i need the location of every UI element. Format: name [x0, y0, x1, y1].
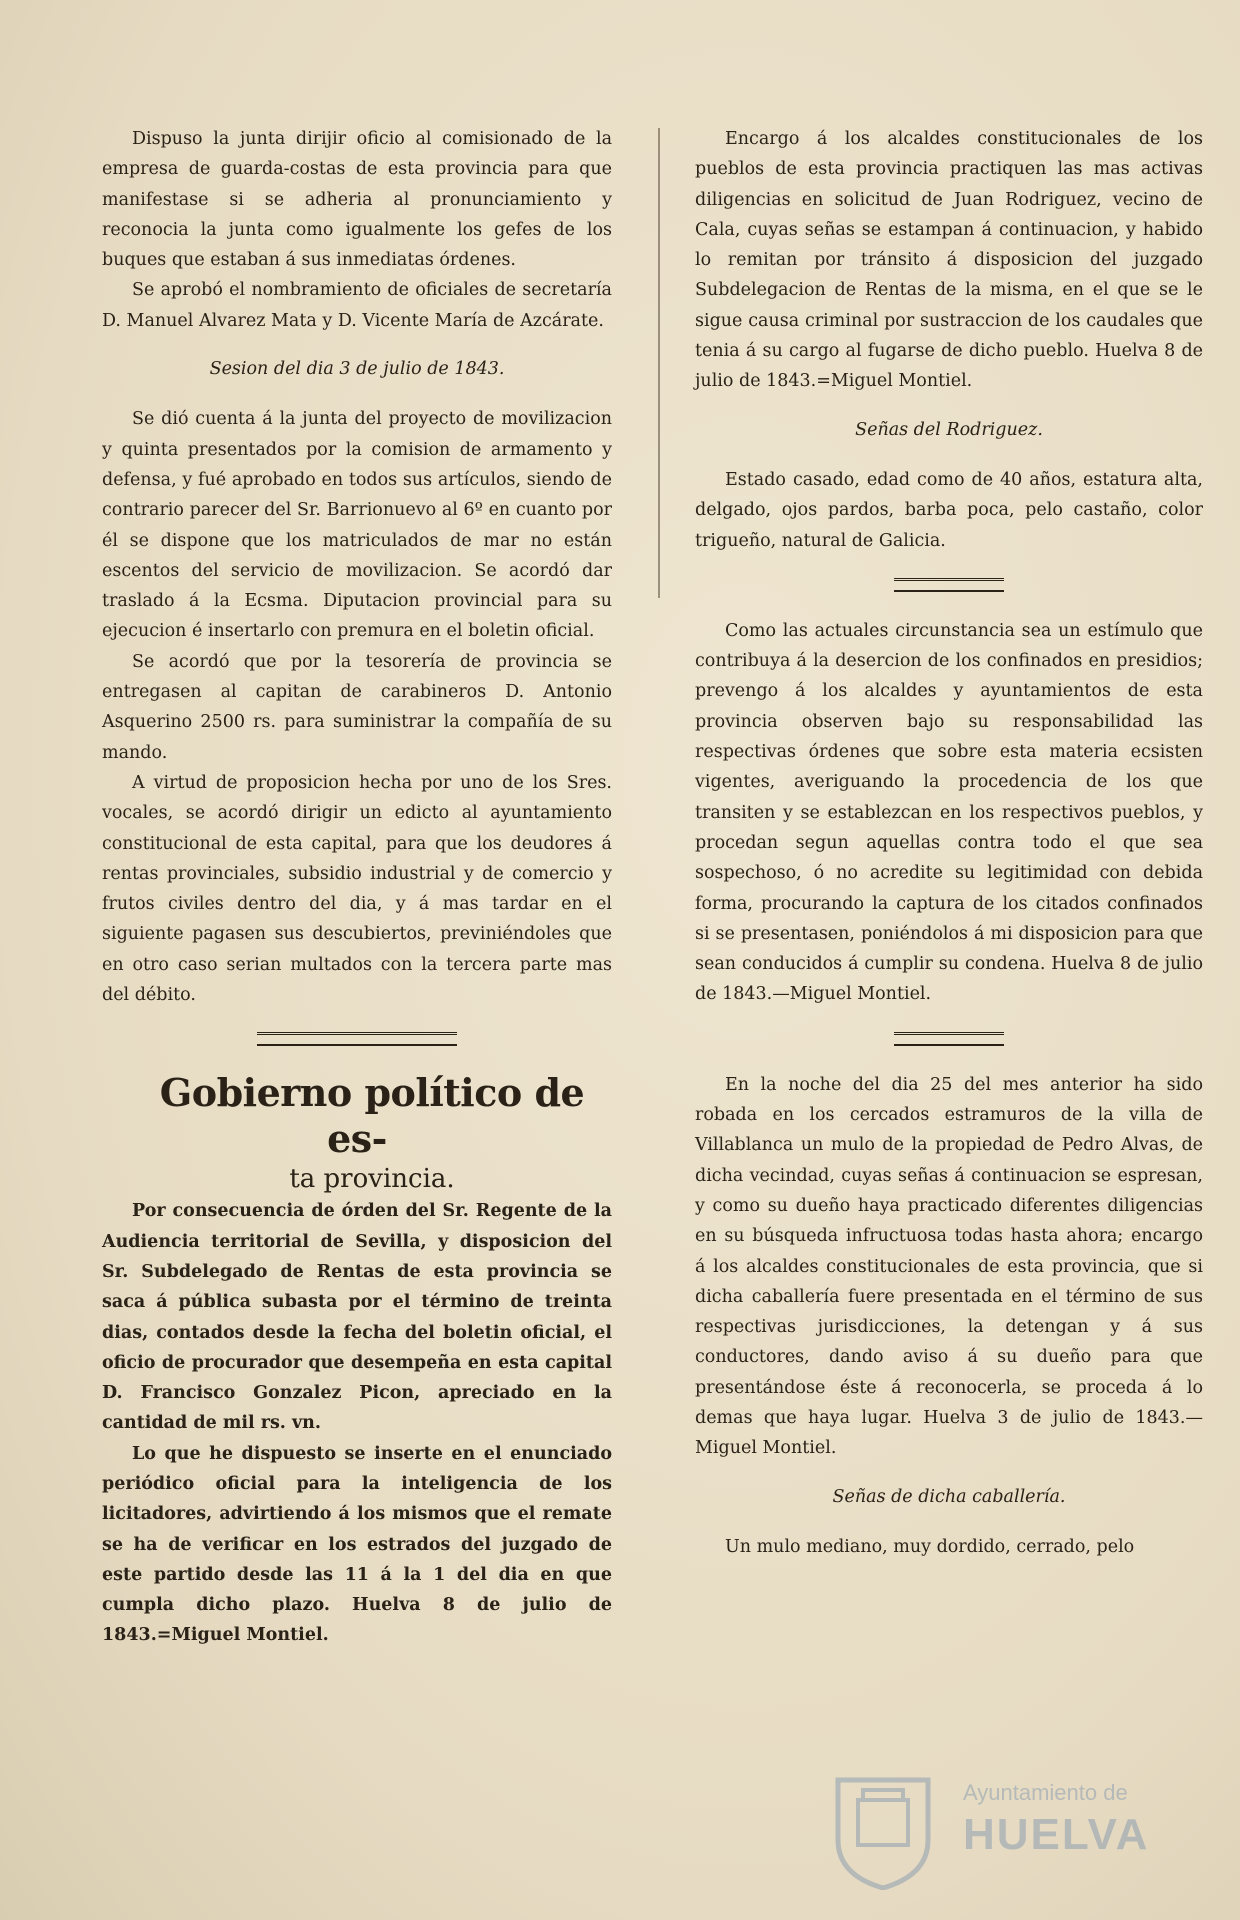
subheading: Señas del Rodriguez.: [855, 419, 1043, 440]
paragraph: Dispuso la junta dirijir oficio al comisionado de la empresa de guarda-costas de esta provincia para que manifestase si se adheria al pronunciamiento y reconocia la junta como igualmente los gefes de los buques que estaban á sus inmediatas órdenes.: [102, 129, 612, 271]
watermark-line2: HUELVA: [963, 1810, 1150, 1859]
paragraph: En la noche del dia 25 del mes anterior ha sido robada en los cercados estramuros de la villa de Villablanca un mulo de la propiedad de Pedro Alvas, de dicha vecindad, cuyas señas á continuacion se espresan, y como su dueño haya practicado diferentes diligencias en su búsqueda infructuosa todas hasta ahora; encargo á los alcaldes constitucionales de esta provincia, que si dicha caballería fuere presentada en el término de sus respectivas jurisdicciones, la detengan y á sus conductores, dando aviso á su dueño para que presentándose éste á reconocerla, se proceda á lo demas que haya lugar. Huelva 3 de julio de 1843.—Miguel Montiel.: [695, 1074, 1203, 1459]
archive-watermark: [828, 1770, 1158, 1890]
section-separator: [894, 578, 1004, 592]
section-headline: Gobierno político de es-: [159, 1070, 585, 1162]
paragraph: Se dió cuenta á la junta del proyecto de movilizacion y quinta presentados por la comision de armamento y defensa, y fué aprobado en todos sus artículos, siendo de contrario parecer del Sr. Barrionuevo al 6º en cuanto por él se dispone que los matriculados de mar no están escentos del servicio de movilizacion. Se acordó dar traslado á la Ecsma. Diputacion provincial para su ejecucion é insertarlo con premura en el boletin oficial.: [102, 409, 612, 642]
paragraph: Lo que he dispuesto se inserte en el enunciado periódico oficial para la inteligencia de los licitadores, advirtiendo á los mismos que el remate se ha de verificar en los estrados del juzgado de este partido desde las 11 á la 1 del dia en que cumpla dicho plazo. Huelva 8 de julio de 1843.=Miguel Montiel.: [102, 1443, 612, 1646]
paragraph: Se acordó que por la tesorería de provincia se entregasen al capitan de carabineros D. Antonio Asquerino 2500 rs. para suministrar la compañía de su mando.: [102, 651, 612, 763]
paragraph: Por consecuencia de órden del Sr. Regente de la Audiencia territorial de Sevilla, y disposicion del Sr. Subdelegado de Rentas de esta provincia se saca á pública subasta por el término de treinta dias, contados desde la fecha del boletin oficial, el oficio de procurador que desempeña en esta capital D. Francisco Gonzalez Picon, apreciado en la cantidad de mil rs. vn.: [102, 1201, 612, 1434]
paragraph: Estado casado, edad como de 40 años, estatura alta, delgado, ojos pardos, barba poca, pelo castaño, color trigueño, natural de Galicia.: [695, 469, 1203, 551]
paragraph: Como las actuales circunstancia sea un estímulo que contribuya á la desercion de los confinados en presidios; prevengo á los alcaldes y ayuntamientos de esta provincia observen bajo su responsabilidad las respectivas órdenes que sobre esta materia ecsisten vigentes, averiguando la procedencia de los que transiten y se establezcan en los respectivos pueblos, y procedan segun aquellas contra todo el que sea sospechoso, ó no acredite su legitimidad con debida forma, procurando la captura de los citados confinados si se presentasen, poniéndolos á mi disposicion para que sean conducidos á cumplir su condena. Huelva 8 de julio de 1843.—Miguel Montiel.: [695, 620, 1203, 1005]
paragraph: Encargo á los alcaldes constitucionales de los pueblos de esta provincia practiquen las mas activas diligencias en solicitud de Juan Rodriguez, vecino de Cala, cuyas señas se estampan á continuacion, y habido lo remitan por tránsito á disposicion del juzgado Subdelegacion de Rentas de la misma, en el que se le sigue causa criminal por sustraccion de los caudales que tenia á su cargo al fugarse de dicho pueblo. Huelva 8 de julio de 1843.=Miguel Montiel.: [695, 129, 1203, 392]
column-divider: [658, 128, 660, 598]
session-heading: Sesion del dia 3 de julio de 1843.: [209, 359, 505, 380]
paragraph: Un mulo mediano, muy dordido, cerrado, pelo: [725, 1536, 1135, 1557]
watermark-line1: Ayuntamiento de: [963, 1780, 1128, 1805]
paragraph: A virtud de proposicion hecha por uno de los Sres. vocales, se acordó dirigir un edicto al ayuntamiento constitucional de esta capital, para que los deudores á rentas provinciales, subsidio industrial y de comercio y frutos civiles dentro del dia, y á mas tardar en el siguiente pagasen sus descubiertos, previniéndoles que en otro caso serian multados con la tercera parte mas del débito.: [102, 772, 612, 1006]
shield-icon: [828, 1770, 938, 1890]
paragraph: Se aprobó el nombramiento de oficiales de secretaría D. Manuel Alvarez Mata y D. Vicente María de Azcárate.: [102, 280, 612, 331]
section-headline-continued: ta provincia.: [289, 1164, 455, 1195]
auction-notice: [102, 1196, 612, 1650]
subheading: Señas de dicha caballería.: [832, 1486, 1066, 1507]
section-separator: [894, 1032, 1004, 1046]
left-column: [102, 124, 612, 1651]
right-column: [695, 124, 1203, 1562]
section-separator: [257, 1032, 457, 1046]
